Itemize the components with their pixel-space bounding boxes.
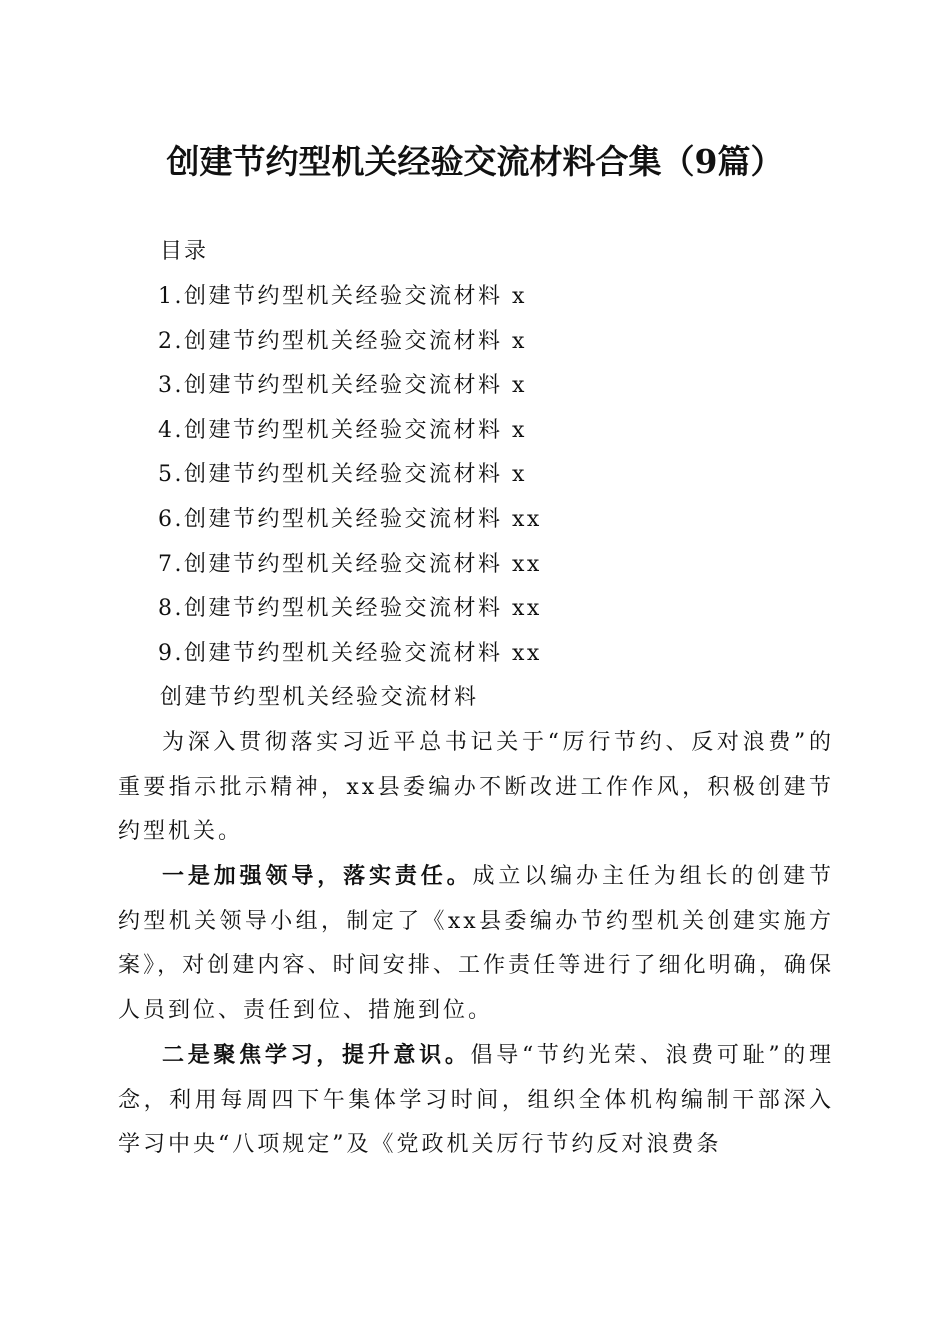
paragraph-lead: 一是加强领导，落实责任。 (162, 863, 473, 889)
body-paragraph (118, 720, 834, 855)
table-of-contents (158, 281, 542, 682)
section-title: 创建节约型机关经验交流材料 (160, 685, 479, 710)
toc-item: 2.创建节约型机关经验交流材料 x (158, 328, 527, 354)
toc-item: 5.创建节约型机关经验交流材料 x (158, 462, 527, 488)
paragraph-text: 为深入贯彻落实习近平总书记关于“厉行节约、反对浪费”的重要指示批示精神，xx县委编办不断改进工作作风，积极创建节约型机关。 (118, 730, 834, 845)
body-paragraph (118, 1033, 834, 1168)
toc-item: 3.创建节约型机关经验交流材料 x (158, 373, 527, 399)
toc-heading: 目录 (160, 239, 209, 264)
document-title: 创建节约型机关经验交流材料合集（9篇） (166, 142, 784, 181)
paragraph-text: 倡导“节约光荣、浪费可耻”的理念，利用每周四下午集体学习时间，组织全体机构编制干部深入学习中央“八项规定”及《党政机关厉行节约反对浪费条 (118, 1043, 834, 1158)
paragraph-lead: 二是聚焦学习，提升意识。 (162, 1042, 471, 1068)
toc-item: 8.创建节约型机关经验交流材料 xx (158, 596, 542, 622)
toc-item: 7.创建节约型机关经验交流材料 xx (158, 551, 542, 577)
paragraph-text: 成立以编办主任为组长的创建节约型机关领导小组，制定了《xx县委编办节约型机关创建实施方案》，对创建内容、时间安排、工作责任等进行了细化明确，确保人员到位、责任到位、措施到位。 (118, 864, 834, 1023)
toc-item: 6.创建节约型机关经验交流材料 xx (158, 506, 542, 532)
toc-item: 4.创建节约型机关经验交流材料 x (158, 417, 527, 443)
toc-item: 1.创建节约型机关经验交流材料 x (158, 284, 527, 309)
toc-item: 9.创建节约型机关经验交流材料 xx (158, 640, 542, 666)
body-paragraph (118, 854, 834, 1033)
